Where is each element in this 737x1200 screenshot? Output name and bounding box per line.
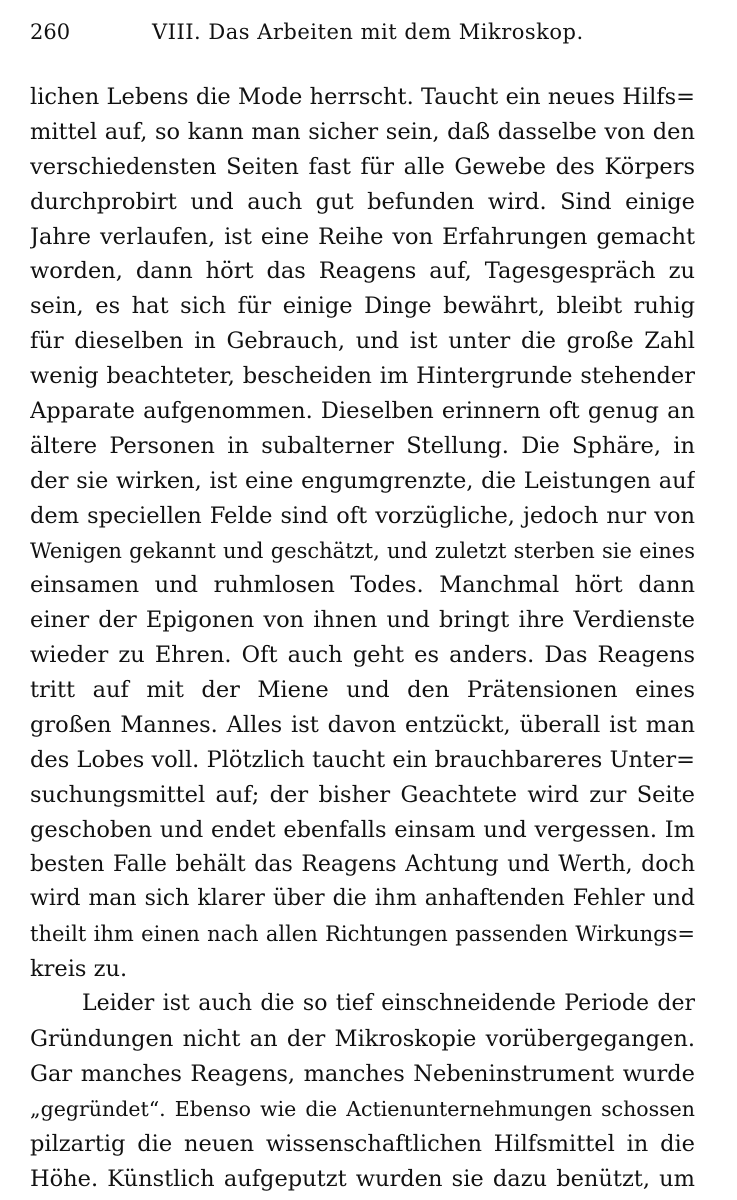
text-line: verschiedensten Seiten fast für alle Gewebe des Körpers — [30, 153, 695, 180]
text-line: wenig beachteter, bescheiden im Hintergrunde stehender — [30, 363, 695, 390]
text-line: wird man sich klarer über die ihm anhaftenden Fehler und — [30, 886, 695, 912]
text-line: suchungsmittel auf; der bisher Geachtete wird zur Seite — [30, 781, 695, 808]
text-line: für dieselben in Gebrauch, und ist unter die große Zahl — [30, 328, 695, 355]
text-line: kreis zu. — [30, 956, 128, 983]
text-line: Gar manches Reagens, manches Nebeninstrument wurde — [30, 1060, 695, 1087]
text-line: „gegründet“. Ebenso wie die Actienunternehmungen schossen — [30, 1096, 695, 1121]
text-line: lichen Lebens die Mode herrscht. Taucht ein neues Hilfs= — [30, 84, 695, 110]
paragraph-2 — [30, 987, 695, 1196]
text-line: tritt auf mit der Miene und den Prätensionen eines — [30, 677, 695, 704]
paragraph-1 — [30, 80, 695, 987]
body-text — [30, 80, 695, 1197]
page-number: 260 — [30, 20, 71, 44]
text-line: des Lobes voll. Plötzlich taucht ein brauchbareres Unter= — [30, 746, 695, 773]
text-line: einer der Epigonen von ihnen und bringt ihre Verdienste — [30, 607, 695, 634]
text-line: Jahre verlaufen, ist eine Reihe von Erfahrungen gemacht — [30, 223, 695, 250]
text-line: der sie wirken, ist eine engumgrenzte, die Leistungen auf — [30, 467, 695, 494]
text-line: theilt ihm einen nach allen Richtungen passenden Wirkungs= — [30, 922, 695, 947]
text-line: worden, dann hört das Reagens auf, Tagesgespräch zu — [30, 258, 695, 285]
text-line: sein, es hat sich für einige Dinge bewährt, bleibt ruhig — [30, 293, 695, 320]
text-line: Apparate aufgenommen. Dieselben erinnern oft genug an — [30, 398, 695, 425]
text-line: wieder zu Ehren. Oft auch geht es anders. Das Reagens — [30, 642, 695, 669]
text-line: ältere Personen in subalterner Stellung. Die Sphäre, in — [30, 432, 695, 459]
chapter-title: VIII. Das Arbeiten mit dem Mikroskop. — [152, 20, 584, 44]
text-line: besten Falle behält das Reagens Achtung und Werth, doch — [30, 851, 695, 877]
text-line: Leider ist auch die so tief einschneidende Periode der — [82, 991, 695, 1017]
text-line: großen Mannes. Alles ist davon entzückt, überall ist man — [30, 712, 695, 739]
text-line: geschoben und endet ebenfalls einsam und vergessen. Im — [30, 816, 695, 843]
text-line: Wenigen gekannt und geschätzt, und zuletzt sterben sie eines — [30, 538, 695, 563]
running-head — [30, 14, 700, 50]
text-line: einsamen und ruhmlosen Todes. Manchmal hört dann — [30, 572, 695, 599]
text-line: mittel auf, so kann man sicher sein, daß dasselbe von den — [30, 118, 695, 145]
text-line: Höhe. Künstlich aufgeputzt wurden sie dazu benützt, um — [30, 1165, 695, 1192]
text-line: Gründungen nicht an der Mikroskopie vorübergegangen. — [30, 1026, 695, 1053]
text-line: pilzartig die neuen wissenschaftlichen Hilfsmittel in die — [30, 1130, 695, 1157]
text-line: durchprobirt und auch gut befunden wird. Sind einige — [30, 188, 695, 215]
text-line: dem speciellen Felde sind oft vorzügliche, jedoch nur von — [30, 502, 695, 529]
